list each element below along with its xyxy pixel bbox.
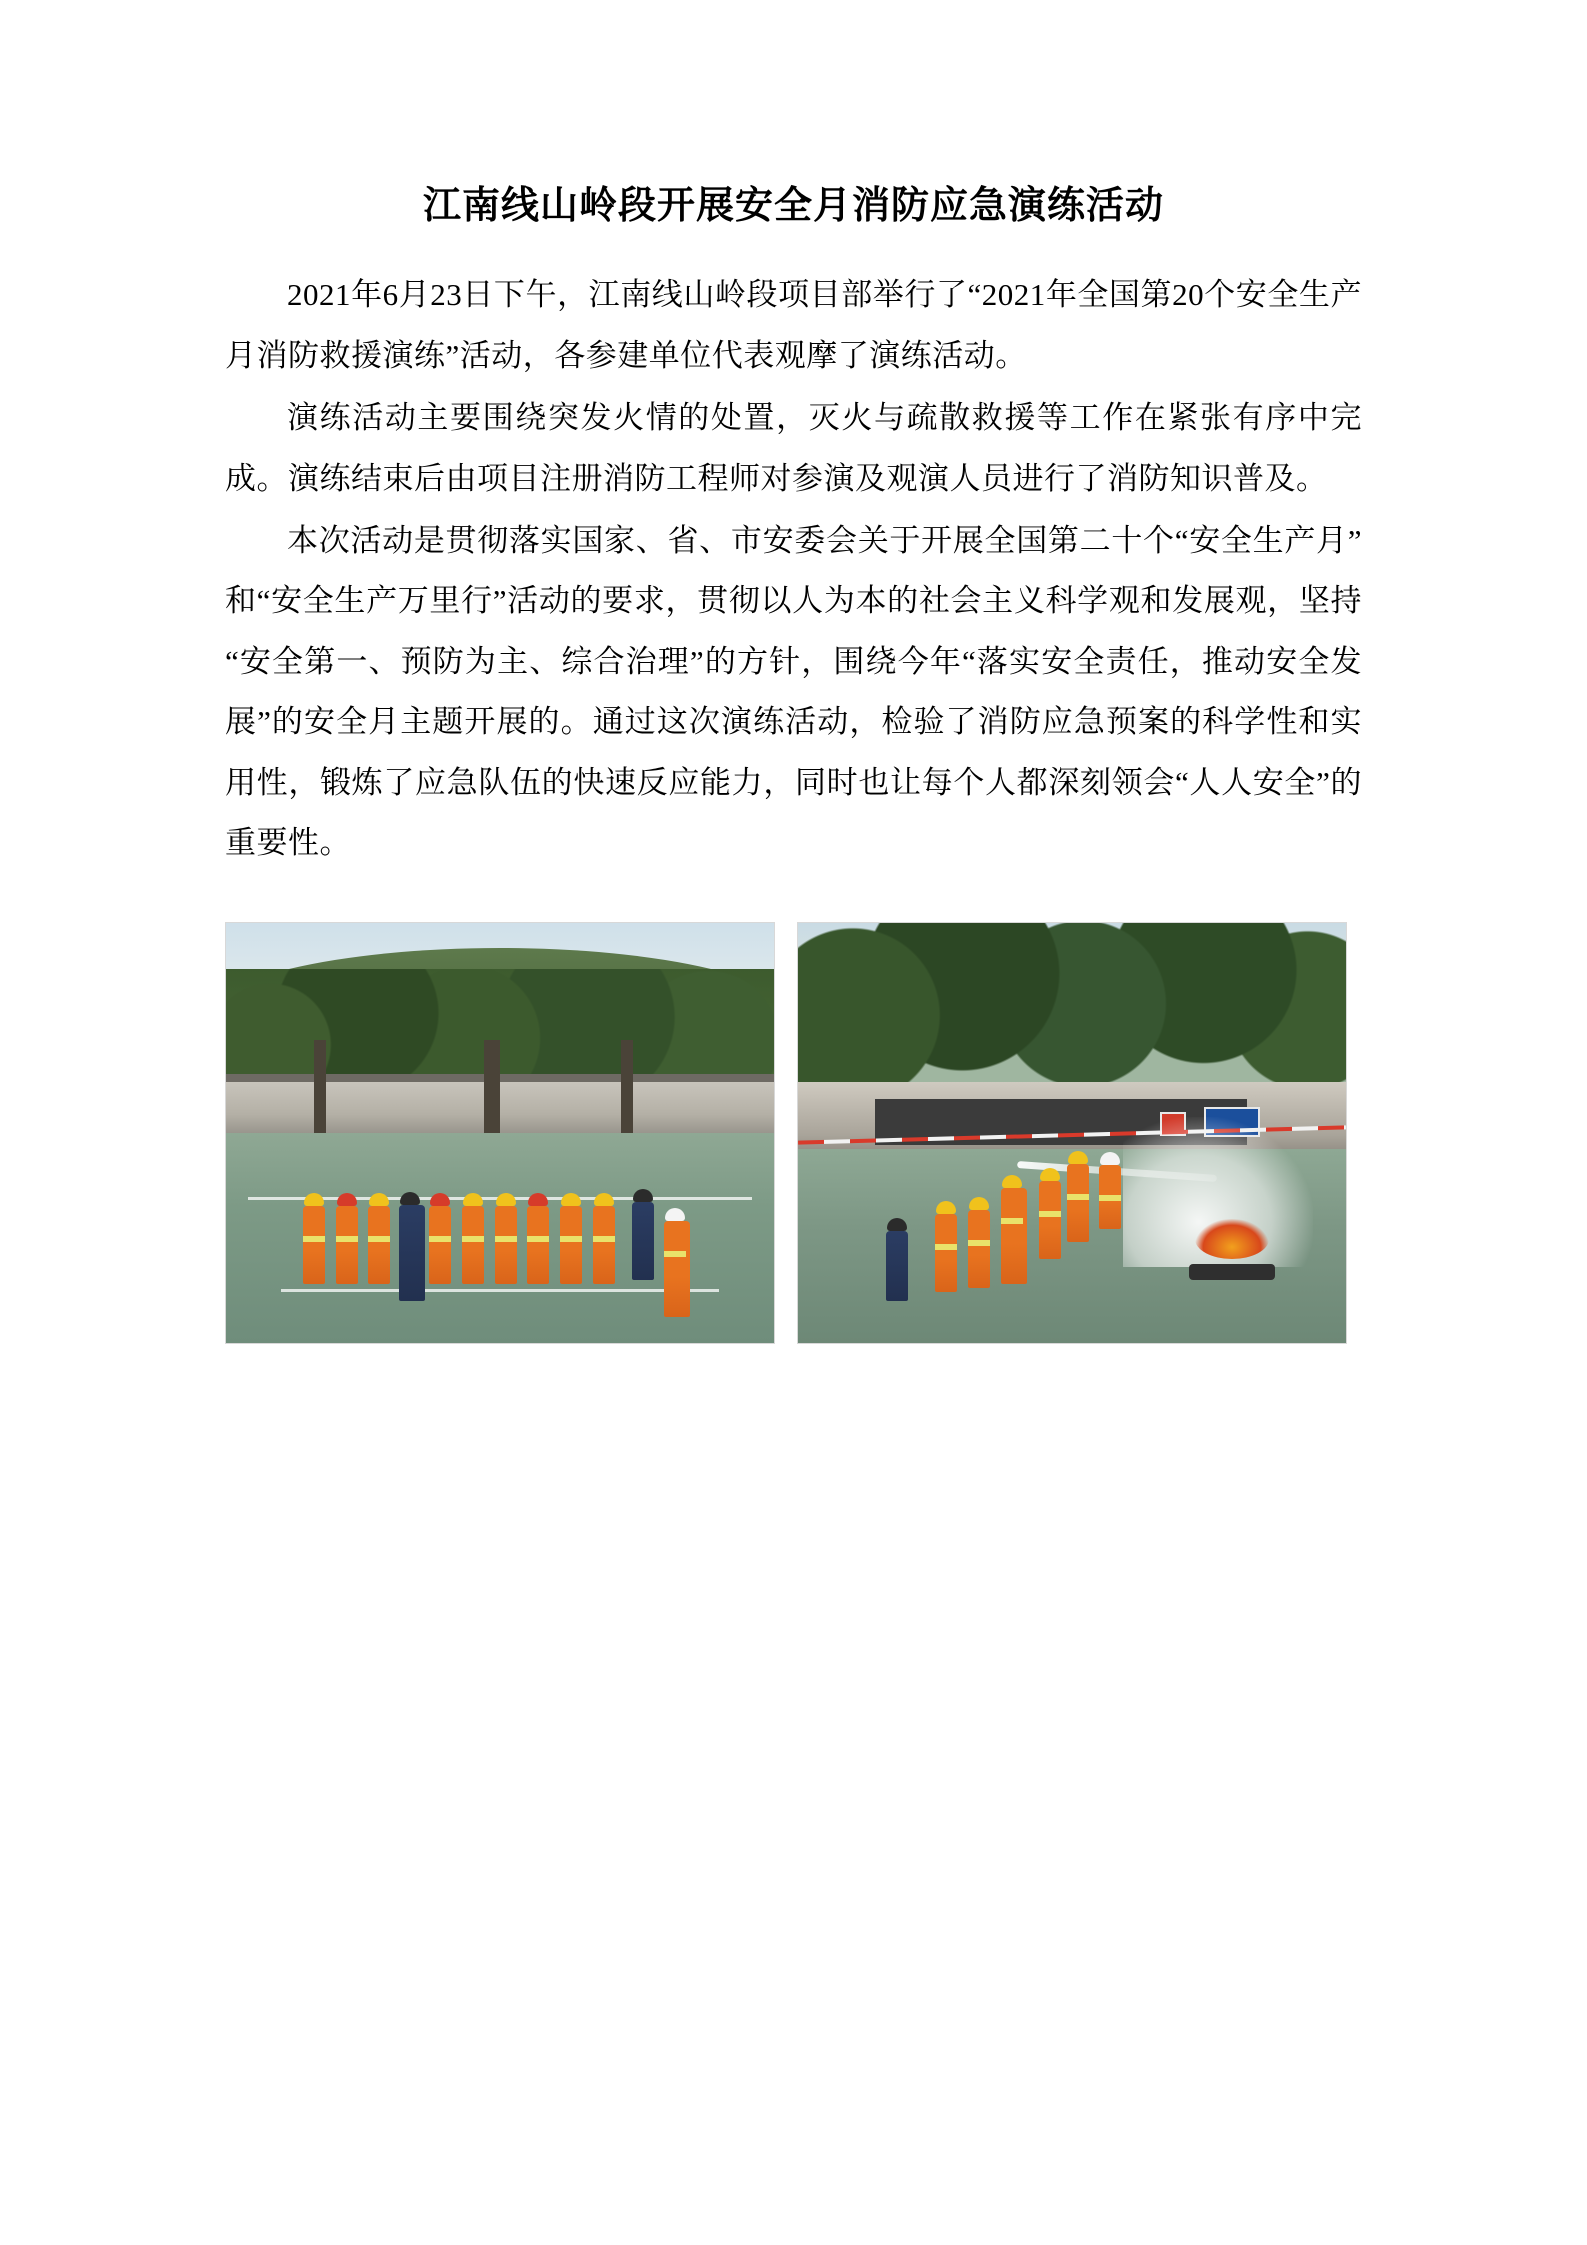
firefighter: [336, 1206, 358, 1284]
firefighter: [368, 1206, 390, 1284]
paragraph-2: 演练活动主要围绕突发火情的处置，灭火与疏散救援等工作在紧张有序中完成。演练结束后由项目注册消防工程师对参演及观演人员进行了消防知识普及。: [225, 400, 1362, 496]
firefighter: [527, 1206, 549, 1284]
photo-2-scene: [798, 923, 1346, 1343]
tree-trunk: [621, 1040, 633, 1132]
observer: [399, 1205, 425, 1301]
flames: [1195, 1219, 1269, 1259]
firefighter: [593, 1206, 615, 1284]
firefighter: [1039, 1181, 1061, 1259]
court-line: [281, 1289, 719, 1292]
fire-pan: [1189, 1264, 1275, 1280]
firefighter: [495, 1206, 517, 1284]
photo-fire-extinguishing-drill: [797, 922, 1347, 1344]
paragraph-1: 2021年6月23日下午，江南线山岭段项目部举行了“2021年全国第20个安全生产月消防救援演练”活动，各参建单位代表观摩了演练活动。: [225, 277, 1362, 373]
tree-canopy: [798, 923, 1346, 1091]
firefighter-nozzle-operator: [1001, 1188, 1027, 1284]
firefighter: [462, 1206, 484, 1284]
paragraph-3: 本次活动是贯彻落实国家、省、市安委会关于开展全国第二十个“安全生产月”和“安全生产万里行”活动的要求，贯彻以人为本的社会主义科学观和发展观，坚持“安全第一、预防为主、综合治理”的方针，围绕今年“落实安全责任，推动安全发展”的安全月主题开展的。通过这次演练活动，检验了消防应急预案的科学性和实用性，锻炼了应急队伍的快速反应能力，同时也让每个人都深刻领会“人人安全”的重要性。: [225, 522, 1362, 861]
firefighter: [429, 1206, 451, 1284]
firefighter: [560, 1206, 582, 1284]
page-title: 江南线山岭段开展安全月消防应急演练活动: [422, 185, 1164, 227]
firefighter-leader: [664, 1221, 690, 1317]
photo-1-scene: [226, 923, 774, 1343]
observer: [632, 1202, 654, 1280]
firefighter: [303, 1206, 325, 1284]
photo-firefighters-lineup: [225, 922, 775, 1344]
observer: [1099, 1165, 1121, 1229]
firefighter: [935, 1214, 957, 1292]
document-body: [225, 265, 1362, 873]
figure-row: [225, 922, 1362, 1344]
firefighter: [968, 1210, 990, 1288]
observer: [886, 1231, 908, 1301]
tree-trunk: [314, 1040, 326, 1132]
firefighter: [1067, 1164, 1089, 1242]
tree-trunk: [484, 1040, 500, 1132]
